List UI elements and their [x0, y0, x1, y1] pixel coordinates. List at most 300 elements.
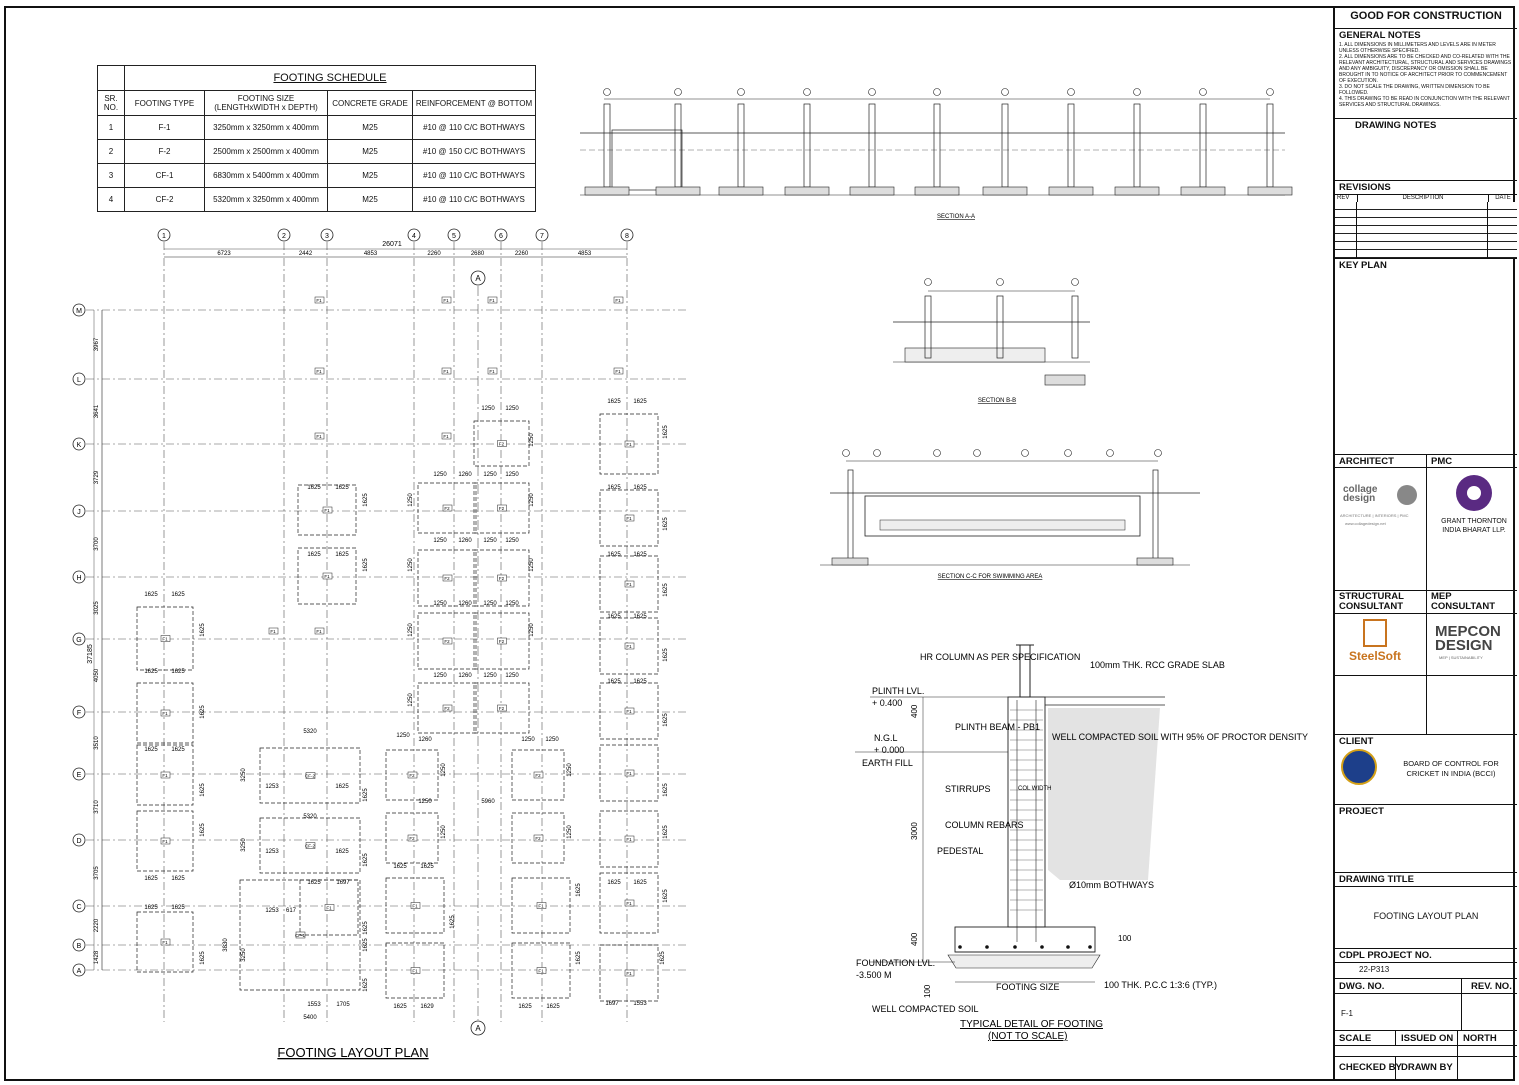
dwg-no-label: DWG. NO. [1339, 981, 1385, 992]
grid-bubble [804, 89, 811, 96]
drawing-notes-panel [1335, 118, 1517, 180]
footing-dimension: 1625 [393, 1004, 407, 1010]
stirrups-label: STIRRUPS [945, 784, 991, 794]
grid-row-label: M [76, 308, 82, 315]
footing-tag: F2 [535, 836, 541, 841]
architect-pmc-panel [1335, 454, 1517, 590]
footing-tag: F1 [316, 298, 322, 303]
structural-logo: SteelSoft [1349, 649, 1402, 663]
grid-col-label: 8 [625, 233, 629, 240]
footing-dimension: 1250 [408, 493, 414, 507]
footing-tag: F1 [326, 905, 332, 911]
column-pedestal [869, 104, 875, 187]
grid-col-label: 1 [162, 233, 166, 240]
schedule-header: SR. NO. [98, 91, 125, 116]
footing-dimension: 1250 [418, 799, 432, 805]
col-dimension: 6723 [217, 251, 231, 257]
dim-3000: 3000 [910, 822, 919, 840]
project-title: PROJECT [1339, 806, 1384, 817]
footing-dimension: 1625 [335, 784, 349, 790]
grid-col-label: 3 [325, 233, 329, 240]
footing-tag: F1 [316, 369, 322, 374]
column-pedestal [1134, 104, 1140, 187]
drawing-notes-title: DRAWING NOTES [1355, 120, 1437, 131]
footing-dimension: 1260 [458, 673, 472, 679]
footing-dimension: 1250 [529, 623, 535, 637]
footing-dimension: 1553 [307, 1002, 321, 1008]
footing-tag: F1 [412, 903, 418, 909]
earth-fill-label: EARTH FILL [862, 758, 913, 768]
footing-dimension: 1625 [363, 921, 369, 935]
footing-dimension: 1253 [265, 849, 279, 855]
footing-dimension: 1250 [396, 733, 410, 739]
row-dimension: 3700 [94, 537, 100, 551]
general-note: 1. ALL DIMENSIONS IN MILLIMETERS AND LEVELS ARE IN METER UNLESS OTHERWISE SPECIFIED. [1339, 42, 1496, 54]
schedule-row: 3 CF-1 6830mm x 5400mm x 400mm M25 #10 @ 110 C/C BOTHWAYS [98, 164, 536, 188]
footing-dimension: 1625 [576, 951, 582, 965]
pool-slab [880, 520, 1125, 530]
footing-dimension: 1625 [450, 915, 456, 929]
footing-pad [1181, 187, 1225, 195]
footing-size-label: FOOTING SIZE [996, 982, 1060, 992]
row-dimension: 3967 [94, 337, 100, 352]
footing-pad [1045, 375, 1085, 385]
footing-dimension: 1250 [505, 538, 519, 544]
row-dimension: 3710 [94, 800, 100, 814]
footing-tag: F1 [489, 369, 495, 374]
footing-dimension: 1250 [433, 601, 447, 607]
steelsoft-logo-icon [1363, 619, 1387, 647]
grid-row-label: E [76, 772, 82, 779]
col-dimension: 2260 [514, 251, 529, 257]
footing-dimension: 1625 [171, 905, 185, 911]
footing-dimension: 1250 [505, 601, 519, 607]
footing-tag: F1 [615, 369, 621, 374]
footing-dimension: 1625 [363, 558, 369, 572]
grid-bubble [1072, 279, 1079, 286]
footing-tag: F1 [626, 901, 632, 906]
column-rebars-label: COLUMN REBARS [945, 820, 1024, 830]
revisions-rows [1335, 202, 1517, 258]
footing-dimension: 1625 [171, 592, 185, 598]
footing-dimension: 1553 [633, 1001, 647, 1007]
dim-400-plinth: 400 [910, 704, 919, 718]
footing-dimension: 3250 [241, 768, 247, 782]
footing-dimension: 1625 [335, 485, 349, 491]
architect-logo-mark [1397, 485, 1417, 505]
footing-dimension: 5960 [481, 799, 495, 805]
footing-dimension: 1625 [200, 623, 206, 637]
col-dimension: 4853 [577, 251, 592, 257]
footing-dimension: 1625 [200, 705, 206, 719]
project-no-panel [1335, 948, 1517, 978]
row-dimension: 3641 [94, 404, 100, 419]
grid-bubble [1267, 89, 1274, 96]
section-a-title: SECTION A-A [936, 214, 976, 220]
footing-tag: F1 [626, 971, 632, 976]
detail-title: TYPICAL DETAIL OF FOOTING [960, 1019, 1103, 1030]
general-note: 3. DO NOT SCALE THE DRAWING, WRITTEN DIMENSION TO BE FOLLOWED. [1339, 84, 1490, 96]
revisions-title: REVISIONS [1339, 182, 1391, 193]
grid-row-label: D [76, 838, 82, 845]
grid-bubble [604, 89, 611, 96]
plan-overall-height: 37185 [87, 644, 94, 664]
mep-logo: MEPCON DESIGN [1435, 623, 1501, 654]
grid-bubble [1065, 450, 1072, 457]
footing-pad [1248, 187, 1292, 195]
schedule-row: 2 F-2 2500mm x 2500mm x 400mm M25 #10 @ 150 C/C BOTHWAYS [98, 140, 536, 164]
footing-pad [983, 187, 1027, 195]
rebar-dot [1066, 945, 1070, 949]
footing-dimension: 1250 [529, 493, 535, 507]
footing-dimension: 1625 [144, 905, 158, 911]
footing-tag: F1 [443, 434, 449, 439]
footing-pad [1115, 187, 1159, 195]
footing-dimension: 1625 [144, 669, 158, 675]
footing-dimension: 1625 [663, 648, 669, 662]
col-dimension: 2680 [470, 251, 485, 257]
grid-bubble [934, 450, 941, 457]
scale-panel [1335, 1030, 1517, 1056]
pmc-title: PMC [1431, 456, 1453, 467]
footing-dimension: 1250 [505, 406, 519, 412]
project-no: 22-P313 [1335, 962, 1517, 976]
footing-dimension: 1625 [200, 783, 206, 797]
grid-bubble [934, 89, 941, 96]
general-notes-title: GENERAL NOTES [1339, 30, 1421, 41]
footing-dimension: 1260 [418, 737, 432, 743]
grid-bubble [1200, 89, 1207, 96]
client-name: BOARD OF CONTROL FOR CRICKET IN INDIA (BCCI) [1403, 759, 1499, 778]
footing-pad [1137, 558, 1173, 565]
mep-title: MEP CONSULTANT [1431, 591, 1496, 612]
column-pedestal [1267, 104, 1273, 187]
footing-tag: F1 [626, 644, 632, 649]
slab-label: 100mm THK. RCC GRADE SLAB [1090, 660, 1225, 670]
footing-tag: F1 [615, 298, 621, 303]
footing-dimension: 1625 [607, 552, 621, 558]
foundation-level-label: FOUNDATION LVL. [856, 958, 936, 968]
footing-dimension: 1250 [545, 737, 559, 743]
dim-100-pcc: 100 [923, 984, 932, 998]
footing-pad [915, 187, 959, 195]
grid-bubble [1107, 450, 1114, 457]
footing-tag: F1 [324, 574, 330, 579]
footing-tag: F2 [444, 576, 450, 581]
drawing-title: FOOTING LAYOUT PLAN [1373, 911, 1479, 921]
footing-dimension: 1250 [529, 558, 535, 572]
footing-dimension: 1253 [265, 908, 279, 914]
footing-tag: F2 [444, 639, 450, 644]
footing-dimension: 1625 [633, 679, 647, 685]
row-dimension: 3705 [94, 866, 100, 880]
footing-layout-plan [73, 229, 688, 1035]
grid-col-label: 6 [499, 233, 503, 240]
footing-tag: F2 [444, 706, 450, 711]
checked-panel [1335, 1056, 1517, 1079]
grid-row-label: B [76, 943, 82, 950]
checked-by-label: CHECKED BY [1339, 1062, 1402, 1073]
column-pedestal [1200, 104, 1206, 187]
footing-dimension: 1625 [307, 880, 321, 886]
footing-dimension: 1250 [529, 433, 535, 447]
footing-dimension: 5320 [303, 814, 317, 820]
footing-tag: F2 [498, 506, 505, 511]
footing-dimension: 1625 [144, 876, 158, 882]
slab [905, 348, 1045, 362]
drawing-title-panel [1335, 872, 1517, 948]
footing-dimension: 1250 [481, 406, 495, 412]
detail-subtitle: (NOT TO SCALE) [988, 1031, 1068, 1042]
footing-tag: F1 [443, 298, 449, 303]
footing-dimension: 1625 [607, 880, 621, 886]
footing-tag: F1 [162, 636, 168, 642]
footing-tag: F1 [162, 940, 168, 945]
footing-dimension: 1625 [607, 614, 621, 620]
footing-dimension: 1625 [663, 517, 669, 531]
footing-dimension: 1625 [200, 951, 206, 965]
project-no-label: CDPL PROJECT NO. [1339, 950, 1432, 961]
architect-web: www.collagedesign.net [1345, 521, 1386, 526]
grid-row-label: L [77, 377, 81, 384]
grid-bubble [1022, 450, 1029, 457]
footing-dimension: 1625 [663, 713, 669, 727]
rebar-dot [1088, 945, 1092, 949]
footing-dimension: 1625 [144, 592, 158, 598]
footing-dimension: 1250 [483, 601, 497, 607]
section-b-b [893, 279, 1090, 386]
footing-dimension: 1250 [433, 673, 447, 679]
footing-dimension: 1250 [441, 763, 447, 777]
title-block [1333, 6, 1517, 1081]
footing-tag: F1 [162, 711, 168, 716]
footing-dimension: 1625 [663, 583, 669, 597]
footing-dimension: 3250 [241, 948, 247, 962]
footing-tag: F1 [412, 968, 418, 974]
issued-on-label: ISSUED ON [1401, 1033, 1454, 1044]
grid-row-label: G [76, 637, 82, 644]
grid-bubble [1155, 450, 1162, 457]
footing-tag: F2 [409, 836, 415, 841]
plinth-beam-label: PLINTH BEAM - PB1 [955, 722, 1041, 732]
row-dimension: 3510 [94, 736, 100, 750]
footing-dimension: 1625 [335, 552, 349, 558]
north-label: NORTH [1463, 1033, 1497, 1044]
footing-dimension: 1625 [363, 938, 369, 952]
footing-pad [850, 187, 894, 195]
pedestal-label: PEDESTAL [937, 846, 984, 856]
dwg-no-panel [1335, 978, 1517, 1030]
footing-base [955, 927, 1095, 952]
row-dimension: 3025 [94, 601, 100, 615]
pcc-layer [948, 955, 1100, 968]
footing-tag: F2 [498, 706, 505, 711]
footing-dimension: 1625 [660, 951, 666, 965]
footing-dimension: 1250 [433, 538, 447, 544]
footing-dimension: 1697 [605, 1001, 619, 1007]
footing-dimension: 1260 [458, 472, 472, 478]
section-marker-label: A [475, 1024, 481, 1033]
column-pedestal [1068, 104, 1074, 187]
rev-no-label: REV. NO. [1471, 981, 1512, 992]
footing-tag: F1 [443, 369, 449, 374]
mep-tagline: MEP | SUSTAINABILITY [1439, 655, 1483, 660]
footing-dimension: 1625 [171, 876, 185, 882]
dim-400-footing: 400 [910, 932, 919, 946]
footing-dimension: 1625 [633, 399, 647, 405]
footing-dimension: 1625 [171, 747, 185, 753]
footing-dimension: 1625 [420, 864, 434, 870]
structural-title: STRUCTURAL CONSULTANT [1339, 591, 1404, 612]
footing-dimension: 1625 [546, 1004, 560, 1010]
hr-column-label: HR COLUMN AS PER SPECIFICATION [920, 652, 1081, 662]
revisions-panel [1335, 180, 1517, 258]
footing-dimension: 1250 [408, 558, 414, 572]
footing-tag: CF-2 [305, 773, 315, 779]
footing-dimension: 1625 [633, 485, 647, 491]
footing-dimension: 5320 [303, 729, 317, 735]
date-column: DATE [1495, 195, 1511, 201]
footing-pad [719, 187, 763, 195]
footing-dimension: 1625 [576, 883, 582, 897]
footing-tag: F2 [498, 441, 505, 447]
architect-title: ARCHITECT [1339, 456, 1394, 467]
grid-bubble [738, 89, 745, 96]
footing-tag: F2 [409, 773, 415, 778]
plan-overall-width: 26071 [382, 241, 402, 248]
footing-tag: F1 [626, 709, 632, 714]
footing-dimension: 1250 [483, 472, 497, 478]
footing-dimension: 1260 [458, 601, 472, 607]
col-width-label: COL WIDTH [1018, 786, 1052, 792]
bars-label: Ø10mm BOTHWAYS [1069, 880, 1155, 890]
general-note: 2. ALL DIMENSIONS ARE TO BE CHECKED AND CO-RELATED WITH THE RELEVANT ARCHITECTURAL, STRUCTURAL AND SERVICES DRAWINGS AND ANY AMBIGUITY, DISCREPANCY OR OMISSION SHALL BE BROUGHT IN TO NOTICE OF ARCHITECT PRIOR TO COMMENCEMENT OF EXECUTION. [1339, 54, 1512, 84]
footing-pad [832, 558, 868, 565]
footing-dimension: 1250 [505, 673, 519, 679]
footing-dimension: 1250 [433, 472, 447, 478]
section-marker-label: A [475, 274, 481, 283]
grid-col-label: 2 [282, 233, 286, 240]
pcc-label: 100 THK. P.C.C 1:3:6 (TYP.) [1104, 980, 1218, 990]
footing-dimension: 617 [285, 908, 297, 914]
footing-tag: F1 [626, 837, 632, 842]
client-title: CLIENT [1339, 736, 1374, 747]
footing-dimension: 1625 [393, 864, 407, 870]
footing-dimension: 1625 [363, 853, 369, 867]
project-panel [1335, 804, 1517, 872]
grid-col-label: 4 [412, 233, 416, 240]
footing-pad [656, 187, 700, 195]
grid-col-label: 5 [452, 233, 456, 240]
architect-logo: collage design [1343, 484, 1378, 504]
footing-dimension: 1625 [607, 399, 621, 405]
footing-tag: F1 [270, 629, 276, 634]
column-pedestal [1002, 104, 1008, 187]
footing-dimension: 1625 [663, 425, 669, 439]
footing-tag: F1 [626, 582, 632, 587]
column-pedestal [675, 104, 681, 187]
footing-tag: F1 [538, 968, 544, 974]
footing-dimension: 1625 [633, 614, 647, 620]
plinth-level-label: PLINTH LVL. [872, 686, 925, 696]
footing-dimension: 1625 [363, 978, 369, 992]
grid-bubble [997, 279, 1004, 286]
footing-dimension: 1250 [441, 825, 447, 839]
footing-dimension: 1250 [567, 763, 573, 777]
rebar-dot [1013, 945, 1017, 949]
bcci-logo-icon [1341, 749, 1377, 785]
footing-dimension: 1629 [420, 1004, 434, 1010]
grid-row-label: A [76, 968, 82, 975]
footing-dimension: 1625 [663, 889, 669, 903]
grid-row-label: F [76, 710, 82, 717]
schedule-row: 4 CF-2 5320mm x 3250mm x 400mm M25 #10 @ 110 C/C BOTHWAYS [98, 188, 536, 212]
grid-row-label: H [76, 575, 82, 582]
client-panel [1335, 734, 1517, 804]
footing-dimension: 1625 [518, 1004, 532, 1010]
key-plan-title: KEY PLAN [1339, 260, 1387, 271]
footing-dimension: 1705 [336, 1002, 350, 1008]
footing-dimension: 1625 [307, 552, 321, 558]
footing-dimension: 5400 [303, 1015, 317, 1021]
rebar-dot [1040, 945, 1044, 949]
footing-dimension: 1250 [408, 693, 414, 707]
footing-tag: F1 [316, 629, 322, 634]
footing-pad [585, 187, 629, 195]
row-dimension: 2220 [94, 918, 100, 933]
footing-dimension: 1625 [633, 552, 647, 558]
footing-tag: F1 [538, 903, 544, 909]
section-b-title: SECTION B-B [977, 398, 1017, 404]
footing-pad [1049, 187, 1093, 195]
footing-dimension: 1250 [408, 623, 414, 637]
footing-dimension: 3830 [223, 938, 229, 952]
footing-tag: F1 [316, 434, 322, 439]
rebar-dot [958, 945, 962, 949]
grid-col-label: 7 [540, 233, 544, 240]
grid-bubble [925, 279, 932, 286]
col-dimension: 2260 [427, 251, 441, 257]
grid-bubble [1134, 89, 1141, 96]
grid-row-label: C [76, 904, 82, 911]
footing-dimension: 1625 [607, 485, 621, 491]
footing-dimension: 1697 [336, 880, 350, 886]
footing-tag: F2 [498, 639, 505, 644]
footing-dimension: 1625 [607, 679, 621, 685]
grid-bubble [675, 89, 682, 96]
grid-row-label: K [76, 442, 82, 449]
footing-dimension: 3250 [241, 838, 247, 852]
column-pedestal [848, 470, 853, 560]
footing-tag: F1 [626, 771, 632, 776]
plan-title: FOOTING LAYOUT PLAN [277, 1045, 429, 1060]
footing-dimension: 1250 [521, 737, 535, 743]
section-c-title: SECTION C-C FOR SWIMMING AREA [937, 574, 1043, 580]
footing-dimension: 1625 [363, 788, 369, 802]
footing-pad [785, 187, 829, 195]
footing-tag: F1 [626, 442, 632, 447]
section-a-a [580, 89, 1292, 196]
footing-tag: F1 [324, 508, 330, 513]
row-dimension: 1428 [94, 950, 100, 965]
column-pedestal [1072, 296, 1078, 358]
pmc-logo-icon [1456, 475, 1492, 511]
footing-dimension: 1250 [505, 472, 519, 478]
scale-label: SCALE [1339, 1033, 1372, 1044]
status-stamp: GOOD FOR CONSTRUCTION [1350, 10, 1502, 22]
footing-dimension: 1250 [567, 825, 573, 839]
column-pedestal [804, 104, 810, 187]
